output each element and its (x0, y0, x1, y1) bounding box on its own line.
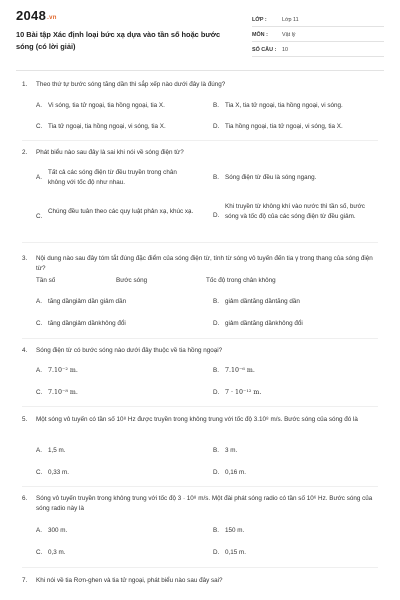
option-label: C. (36, 123, 43, 130)
option-label: D. (213, 389, 220, 396)
meta-key: LỚP : (252, 17, 267, 23)
option-text: 0,3 m. (48, 549, 66, 556)
option-label: A. (36, 527, 42, 534)
question-stem: Một sóng vô tuyến có tần số 10⁸ Hz được truyền trong không trung với tốc độ 3.10⁸ m/s. Bước sóng của sóng đó là (36, 416, 358, 423)
question-separator (22, 486, 378, 487)
meta-value: 10 (282, 47, 288, 53)
option-text: tăng dầngiảm dần giảm dần (48, 298, 127, 305)
option-label: A. (36, 174, 42, 181)
meta-subject (252, 31, 384, 42)
option-text: tăng dầngiảm dầnkhông đổi (48, 320, 126, 327)
option-text: Chúng đều tuân theo các quy luật phản xạ, khúc xạ. (48, 208, 194, 215)
option-label: A. (36, 298, 42, 305)
question-number: 6. (22, 495, 28, 502)
option-label: C. (36, 213, 43, 220)
option-label: C. (36, 320, 43, 327)
option-label: B. (213, 102, 219, 109)
document-title: 10 Bài tập Xác định loại bức xạ dựa vào tần số hoặc bước sóng (có lời giải) (16, 30, 221, 51)
option-text: 300 m. (48, 527, 68, 534)
question-number: 1. (22, 81, 28, 88)
option-text: 1,5 m. (48, 447, 66, 454)
option-text: Sóng điện từ đều là sóng ngang. (225, 174, 317, 181)
option-label: D. (213, 469, 220, 476)
question-number: 2. (22, 149, 28, 156)
question-stem: Nội dung nào sau đây tóm tắt đúng đặc điểm của sóng điện từ, tính từ sóng vô tuyến đến tia γ trong thang của sóng điện từ? (36, 255, 373, 272)
question-number: 5. (22, 416, 28, 423)
question-separator (22, 567, 378, 568)
option-text: 7.10⁻² m. (48, 367, 78, 374)
question-number: 3. (22, 255, 28, 262)
option-label: A. (36, 102, 42, 109)
logo-suffix: .vn (47, 15, 57, 21)
option-label: B. (213, 447, 219, 454)
question-stem: Phát biểu nào sau đây là sai khi nói về sóng điện từ? (36, 149, 184, 156)
option-text: Tia hồng ngoại, tia tử ngoại, vi sóng, tia X. (225, 123, 343, 130)
option-label: D. (213, 123, 220, 130)
option-text: 0,16 m. (225, 469, 246, 476)
option-label: D. (213, 212, 220, 219)
option-text: Vi sóng, tia tử ngoại, tia hồng ngoại, tia X. (48, 102, 165, 109)
column-header-wavelength: Bước sóng (116, 277, 148, 284)
question-separator (22, 406, 378, 407)
option-label: B. (213, 367, 219, 374)
site-logo[interactable] (16, 8, 57, 23)
option-text: Tia X, tia tử ngoại, tia hồng ngoại, vi sóng. (225, 102, 343, 109)
meta-grade (252, 16, 384, 27)
question-stem: Theo thứ tự bước sóng tăng dần thì sắp xếp nào dưới đây là đúng? (36, 81, 226, 88)
document-header (0, 0, 400, 64)
option-label: B. (213, 174, 219, 181)
option-text: 3 m. (225, 447, 238, 454)
option-text: giảm dầntăng dầntăng dần (225, 298, 300, 305)
option-label: C. (36, 549, 43, 556)
question-stem: Sóng điện từ có bước sóng nào dưới đây thuộc về tia hồng ngoại? (36, 347, 223, 354)
option-label: B. (213, 527, 219, 534)
option-label: B. (213, 298, 219, 305)
meta-value: Vật lý (282, 32, 296, 38)
option-text: 7 · 10⁻¹² m. (225, 389, 262, 396)
question-stem: Sóng vô tuyến truyền trong không trung với tốc độ 3 · 10⁸ m/s. Một đài phát sóng radio có tần số 10⁶ Hz. Bước sóng của sóng radio này là (36, 495, 373, 512)
option-text: 0,33 m. (48, 469, 69, 476)
meta-key: SỐ CÂU : (252, 47, 277, 53)
option-label: C. (36, 469, 43, 476)
option-text: Tia tử ngoại, tia hồng ngoại, vi sóng, tia X. (48, 123, 166, 130)
column-header-frequency: Tần số (36, 277, 56, 284)
option-label: A. (36, 447, 42, 454)
question-separator (22, 140, 378, 141)
question-number: 4. (22, 347, 28, 354)
question-separator (22, 242, 378, 243)
meta-question-count (252, 46, 384, 57)
question-stem: Khi nói về tia Rơn-ghen và tia tử ngoại, phát biểu nào sau đây sai? (36, 577, 223, 584)
question-separator (22, 338, 378, 339)
option-label: D. (213, 549, 220, 556)
column-header-speed: Tốc độ trong chân không (206, 277, 276, 284)
question-number: 7. (22, 577, 28, 584)
option-text: giảm dầntăng dầnkhông đổi (225, 320, 303, 327)
option-label: C. (36, 389, 43, 396)
option-text: 7.10⁻⁶ m. (225, 367, 255, 374)
option-text: 150 m. (225, 527, 245, 534)
header-divider (16, 70, 384, 71)
option-text: 7.10⁻⁸ m. (48, 389, 78, 396)
option-text: Khi truyền từ không khí vào nước thì tần số, bước sóng và tốc độ của các sóng điện từ đều giảm. (225, 203, 365, 220)
meta-value: Lớp 11 (282, 17, 299, 23)
option-label: A. (36, 367, 42, 374)
logo-text: 2048 (16, 8, 47, 23)
option-text: 0,15 m. (225, 549, 246, 556)
meta-key: MÔN : (252, 32, 268, 38)
option-label: D. (213, 320, 220, 327)
option-text: Tất cả các sóng điện từ đều truyền trong chân không với tốc độ như nhau. (48, 169, 177, 186)
